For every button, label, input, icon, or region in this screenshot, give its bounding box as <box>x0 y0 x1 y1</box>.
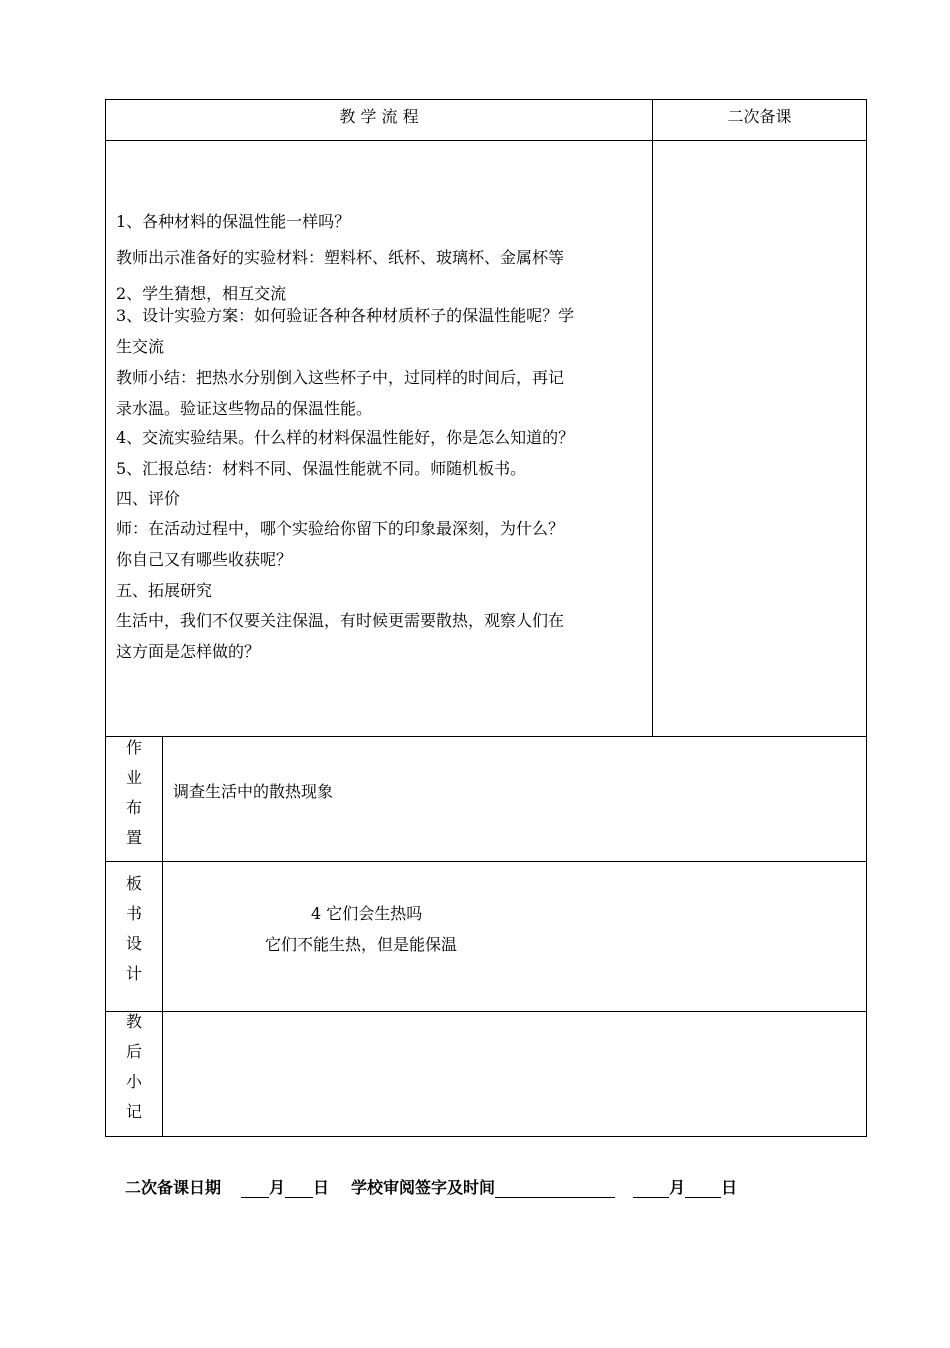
process-line: 师：在活动过程中，哪个实验给你留下的印象最深刻，为什么？ <box>116 519 565 538</box>
label-char: 置 <box>125 828 142 847</box>
table-bottom-border <box>105 1136 867 1137</box>
prep-month-blank[interactable] <box>241 1179 269 1198</box>
process-line: 生活中，我们不仅要关注保温，有时候更需要散热，观察人们在 <box>116 611 565 630</box>
process-line: 5、汇报总结：材料不同、保温性能就不同。师随机板书。 <box>116 459 527 478</box>
process-line: 3、设计实验方案：如何验证各种各种材质杯子的保温性能呢？学 <box>116 306 575 325</box>
homework-label <box>124 733 144 853</box>
label-char: 书 <box>125 904 142 923</box>
reflection-label <box>124 1007 144 1127</box>
board-title: 4 它们会生热吗 <box>311 904 423 923</box>
process-line: 这方面是怎样做的？ <box>116 642 261 661</box>
table-right-border <box>866 99 867 1137</box>
homework-bottom-border <box>105 861 867 862</box>
board-label <box>124 869 144 989</box>
label-char: 设 <box>125 934 142 953</box>
prep-day-blank[interactable] <box>285 1179 313 1198</box>
prep-date-label: 二次备课日期 <box>125 1178 222 1197</box>
process-line: 录水温。验证这些物品的保温性能。 <box>116 399 373 418</box>
header-bottom-border <box>105 140 867 141</box>
footer-signature-line <box>125 1175 737 1198</box>
review-label: 学校审阅签字及时间 <box>351 1178 496 1197</box>
second-prep-divider <box>652 99 653 737</box>
second-prep-header: 二次备课 <box>727 107 792 126</box>
month2-label: 月 <box>669 1178 686 1197</box>
process-line: 四、评价 <box>116 489 181 508</box>
process-line: 五、拓展研究 <box>116 581 213 600</box>
board-subtitle: 它们不能生热，但是能保温 <box>265 935 458 954</box>
table-top-border <box>105 99 867 100</box>
process-line: 教师小结：把热水分别倒入这些杯子中，过同样的时间后，再记 <box>116 368 565 387</box>
process-line: 教师出示准备好的实验材料：塑料杯、纸杯、玻璃杯、金属杯等 <box>116 248 565 267</box>
label-char: 小 <box>125 1072 142 1091</box>
review-day-blank[interactable] <box>685 1179 721 1198</box>
label-char: 教 <box>125 1012 142 1031</box>
label-char: 计 <box>125 964 142 983</box>
label-char: 作 <box>125 738 142 757</box>
day-label: 日 <box>313 1178 330 1197</box>
day2-label: 日 <box>721 1178 738 1197</box>
process-header: 教 学 流 程 <box>339 107 419 126</box>
table-left-border <box>105 99 106 1137</box>
label-char: 板 <box>125 874 142 893</box>
month-label: 月 <box>269 1178 286 1197</box>
process-line: 生交流 <box>116 337 165 356</box>
label-char: 业 <box>125 768 142 787</box>
label-char: 后 <box>125 1042 142 1061</box>
process-bottom-border <box>105 736 867 737</box>
label-column-divider <box>162 736 163 1137</box>
label-char: 记 <box>125 1102 142 1121</box>
label-char: 布 <box>125 798 142 817</box>
process-line: 2、学生猜想，相互交流 <box>116 284 287 303</box>
review-signature-blank[interactable] <box>495 1179 615 1198</box>
review-month-blank[interactable] <box>633 1179 669 1198</box>
board-bottom-border <box>105 1011 867 1012</box>
process-line: 1、各种材料的保温性能一样吗？ <box>116 212 351 231</box>
process-line: 你自己又有哪些收获呢？ <box>116 550 293 569</box>
process-line: 4、交流实验结果。什么样的材料保温性能好，你是怎么知道的？ <box>116 428 575 447</box>
homework-content: 调查生活中的散热现象 <box>173 782 334 801</box>
